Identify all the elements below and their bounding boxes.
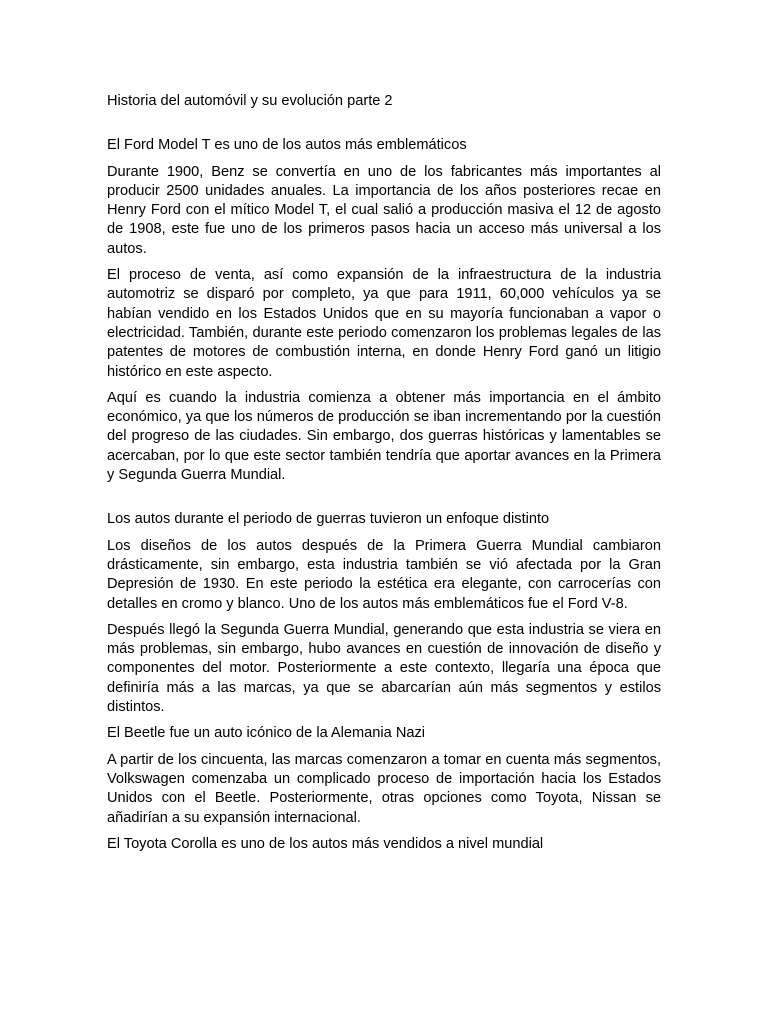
paragraph: Los diseños de los autos después de la Primera Guerra Mundial cambiaron drásticamente, sin embargo, esta industria también se vió afectada por la Gran Depresión de 1930. En este periodo la estética era elegante, con carrocerías con detalles en cromo y blanco. Uno de los autos más emblemáticos fue el Ford V-8. — [107, 537, 661, 612]
document-title: Historia del automóvil y su evolución parte 2 — [107, 93, 393, 109]
section-heading-ford-model-t: El Ford Model T es uno de los autos más emblemáticos — [107, 137, 467, 154]
paragraph: Durante 1900, Benz se convertía en uno de los fabricantes más importantes al producir 2500 unidades anuales. La importancia de los años posteriores recae en Henry Ford con el mítico Model T, el cual salió a producción masiva el 12 de agosto de 1908, este fue uno de los primeros pasos hacia un acceso más universal a los autos. — [107, 163, 661, 257]
section-heading-corolla: El Toyota Corolla es uno de los autos más vendidos a nivel mundial — [107, 835, 544, 852]
section-heading-beetle: El Beetle fue un auto icónico de la Alemania Nazi — [107, 725, 426, 742]
paragraph: A partir de los cincuenta, las marcas comenzaron a tomar en cuenta más segmentos, Volkswagen comenzaba un complicado proceso de importación hacia los Estados Unidos con el Beetle. Posteriormente, otras opciones como Toyota, Nissan se añadirían a su expansión internacional. — [107, 751, 661, 826]
paragraph: El proceso de venta, así como expansión de la infraestructura de la industria automotriz se disparó por completo, ya que para 1911, 60,000 vehículos ya se habían vendido en los Estados Unidos que en su mayoría funcionaban a vapor o electricidad. También, durante este periodo comenzaron los problemas legales de las patentes de motores de combustión interna, en donde Henry Ford ganó un litigio histórico en este aspecto. — [107, 267, 661, 380]
document-body — [107, 92, 661, 861]
section-heading-guerras: Los autos durante el periodo de guerras tuvieron un enfoque distinto — [107, 511, 550, 528]
paragraph: Después llegó la Segunda Guerra Mundial, generando que esta industria se viera en más problemas, sin embargo, hubo avances en cuestión de innovación de diseño y componentes del motor. Posteriormente a este contexto, llegaría una época que definiría más a las marcas, ya que se abarcarían aún más segmentos y estilos distintos. — [107, 621, 661, 716]
paragraph: Aquí es cuando la industria comienza a obtener más importancia en el ámbito económico, ya que los números de producción se iban incrementando por la cuestión del progreso de las ciudades. Sin embargo, dos guerras históricas y lamentables se acercaban, por lo que este sector también tendría que aportar avances en la Primera y Segunda Guerra Mundial. — [107, 389, 661, 484]
